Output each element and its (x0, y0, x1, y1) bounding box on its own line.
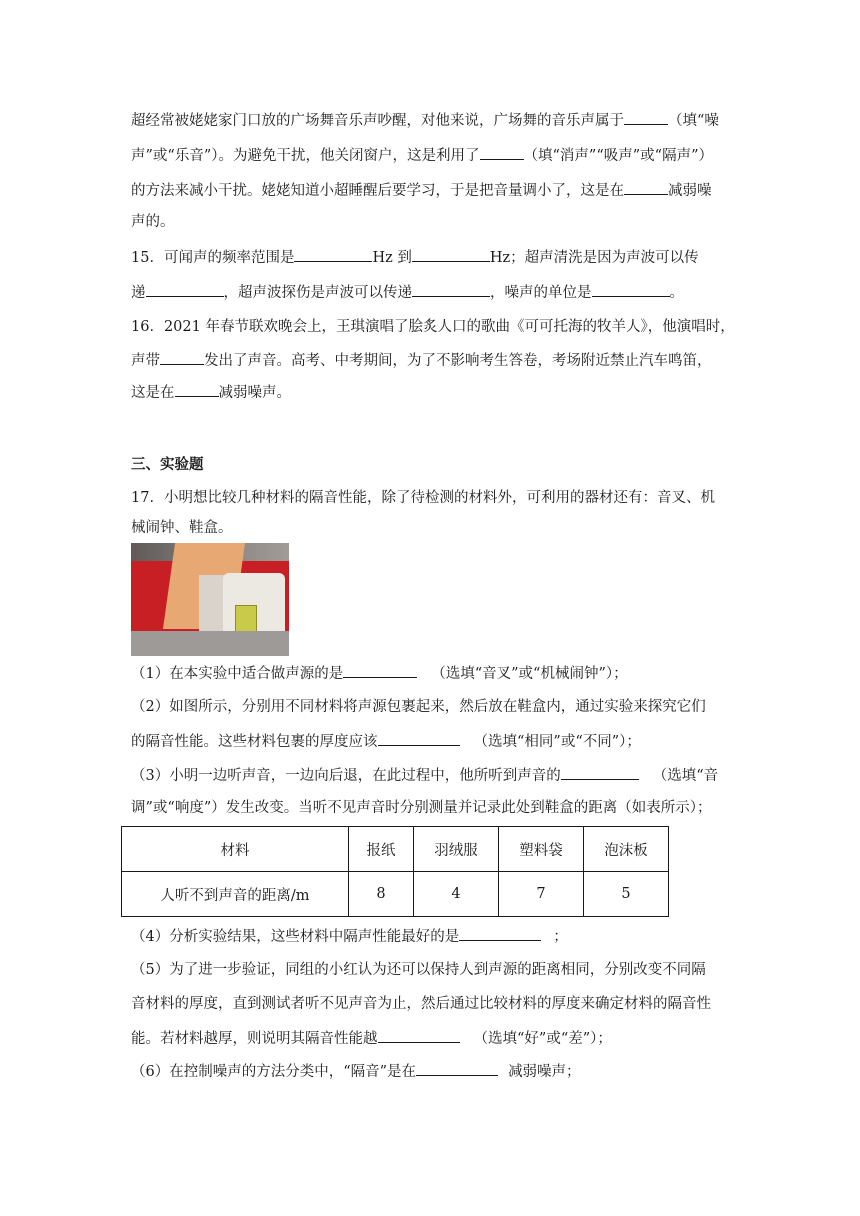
q16-text: 这是在 (131, 385, 175, 401)
q14-line-1 (131, 110, 719, 131)
q16-line-3 (131, 382, 291, 403)
answer-blank[interactable] (459, 926, 541, 941)
answer-blank[interactable] (412, 247, 490, 262)
q17-text: （选填“好”或“差”）； (473, 1031, 612, 1047)
answer-blank[interactable] (175, 382, 219, 397)
q16-line-1: 16．2021 年春节联欢晚会上，王琪演唱了脍炙人口的歌曲《可可托海的牧羊人》，他演唱时， (131, 319, 735, 335)
q16-text: 声带 (131, 353, 160, 369)
q17-text: 能。若材料越厚，则说明其隔音性能越 (131, 1031, 378, 1047)
q15-line-2 (131, 282, 684, 303)
table-cell: 4 (414, 872, 499, 917)
answer-blank[interactable] (294, 247, 372, 262)
answer-blank[interactable] (160, 350, 204, 365)
q17-text: 的隔音性能。这些材料包裹的厚度应该 (131, 734, 378, 750)
q14-text: 的方法来减小干扰。姥姥知道小超睡醒后要学习，于是把音量调小了，这是在 (131, 183, 624, 199)
q17-part-1 (131, 663, 628, 684)
table-row-label: 人听不到声音的距离/m (122, 872, 349, 917)
q15-text: 递 (131, 285, 146, 301)
q16-line-2 (131, 350, 712, 371)
answer-blank[interactable] (561, 765, 639, 780)
answer-blank[interactable] (146, 282, 224, 297)
q14-text: 超经常被姥姥家门口放的广场舞音乐声吵醒，对他来说，广场舞的音乐声属于 (131, 113, 624, 129)
q17-text: （3）小明一边听声音，一边向后退，在此过程中，他所听到声音的 (131, 768, 561, 784)
table-header-cell: 泡沫板 (584, 827, 669, 872)
q17-part-2-line-1: （2）如图所示，分别用不同材料将声源包裹起来，然后放在鞋盒内，通过实验来探究它们 (131, 699, 706, 715)
q14-line-4: 声的。 (131, 214, 175, 230)
q14-text: 声”或“乐音”）。为避免干扰，他关闭窗户，这是利用了 (131, 148, 480, 164)
answer-blank[interactable] (592, 282, 670, 297)
table-header-cell: 羽绒服 (414, 827, 499, 872)
answer-blank[interactable] (416, 1061, 498, 1076)
q14-line-2 (131, 145, 713, 166)
q17-intro-line-2: 械闹钟、鞋盒。 (131, 520, 233, 536)
q17-part-6 (131, 1061, 581, 1082)
q16-text: 发出了声音。高考、中考期间，为了不影响考生答卷，考场附近禁止汽车鸣笛， (204, 353, 712, 369)
q17-text: （4）分析实验结果，这些材料中隔声性能最好的是 (131, 929, 460, 945)
q17-part-3-line-1 (131, 765, 718, 786)
answer-blank[interactable] (480, 145, 524, 160)
q17-part-5-line-2: 音材料的厚度，直到测试者听不见声音为止，然后通过比较材料的厚度来确定材料的隔音性 (131, 996, 711, 1012)
answer-blank[interactable] (378, 731, 460, 746)
q17-part-5-line-3 (131, 1028, 612, 1049)
q15-text: Hz 到 (372, 250, 412, 266)
q15-text: 15．可闻声的频率范围是 (131, 250, 295, 266)
q15-line-1 (131, 247, 699, 268)
table-header-row (122, 827, 669, 872)
q17-part-4 (131, 926, 568, 947)
table-cell: 5 (584, 872, 669, 917)
shoebox-photo (131, 543, 289, 656)
q14-text: （填“噪 (668, 113, 719, 129)
q17-part-5-line-1: （5）为了进一步验证，同组的小红认为还可以保持人到声源的距离相同，分别改变不同隔 (131, 962, 706, 978)
table-row (122, 872, 669, 917)
answer-blank[interactable] (412, 282, 490, 297)
q17-text: （选填“相同”或“不同”）； (473, 734, 641, 750)
answer-blank[interactable] (343, 663, 417, 678)
q17-text: （选填“音叉”或“机械闹钟”）； (431, 666, 628, 682)
q14-line-3 (131, 180, 712, 201)
table-header-cell: 材料 (122, 827, 349, 872)
table-header-cell: 塑料袋 (499, 827, 584, 872)
q15-text: Hz；超声清洗是因为声波可以传 (489, 250, 699, 266)
answer-blank[interactable] (378, 1028, 460, 1043)
results-table (121, 826, 669, 917)
q15-text: ，超声波探伤是声波可以传递 (223, 285, 412, 301)
q17-text: ； (553, 929, 568, 945)
q17-text: （选填“音 (652, 768, 719, 784)
answer-blank[interactable] (624, 180, 668, 195)
q14-text: 减弱噪 (668, 183, 712, 199)
q17-part-2-line-2 (131, 731, 641, 752)
q15-text: ，噪声的单位是 (490, 285, 592, 301)
q15-text: 。 (669, 285, 684, 301)
q17-part-3-line-2: 调”或“响度”）发生改变。当听不见声音时分别测量并记录此处到鞋盒的距离（如表所示）； (131, 800, 712, 816)
q17-intro-line-1: 17．小明想比较几种材料的隔音性能，除了待检测的材料外，可利用的器材还有：音叉、机 (131, 490, 715, 506)
q17-text: （1）在本实验中适合做声源的是 (131, 666, 344, 682)
q17-text: 减弱噪声； (508, 1064, 581, 1080)
q17-text: （6）在控制噪声的方法分类中，“隔音”是在 (131, 1064, 417, 1080)
q16-text: 减弱噪声。 (218, 385, 291, 401)
table-cell: 8 (349, 872, 414, 917)
q14-text: （填“消声”“吸声”或“隔声”） (523, 148, 713, 164)
table-cell: 7 (499, 872, 584, 917)
table-header-cell: 报纸 (349, 827, 414, 872)
section-heading: 三、实验题 (131, 456, 204, 473)
answer-blank[interactable] (624, 110, 668, 125)
